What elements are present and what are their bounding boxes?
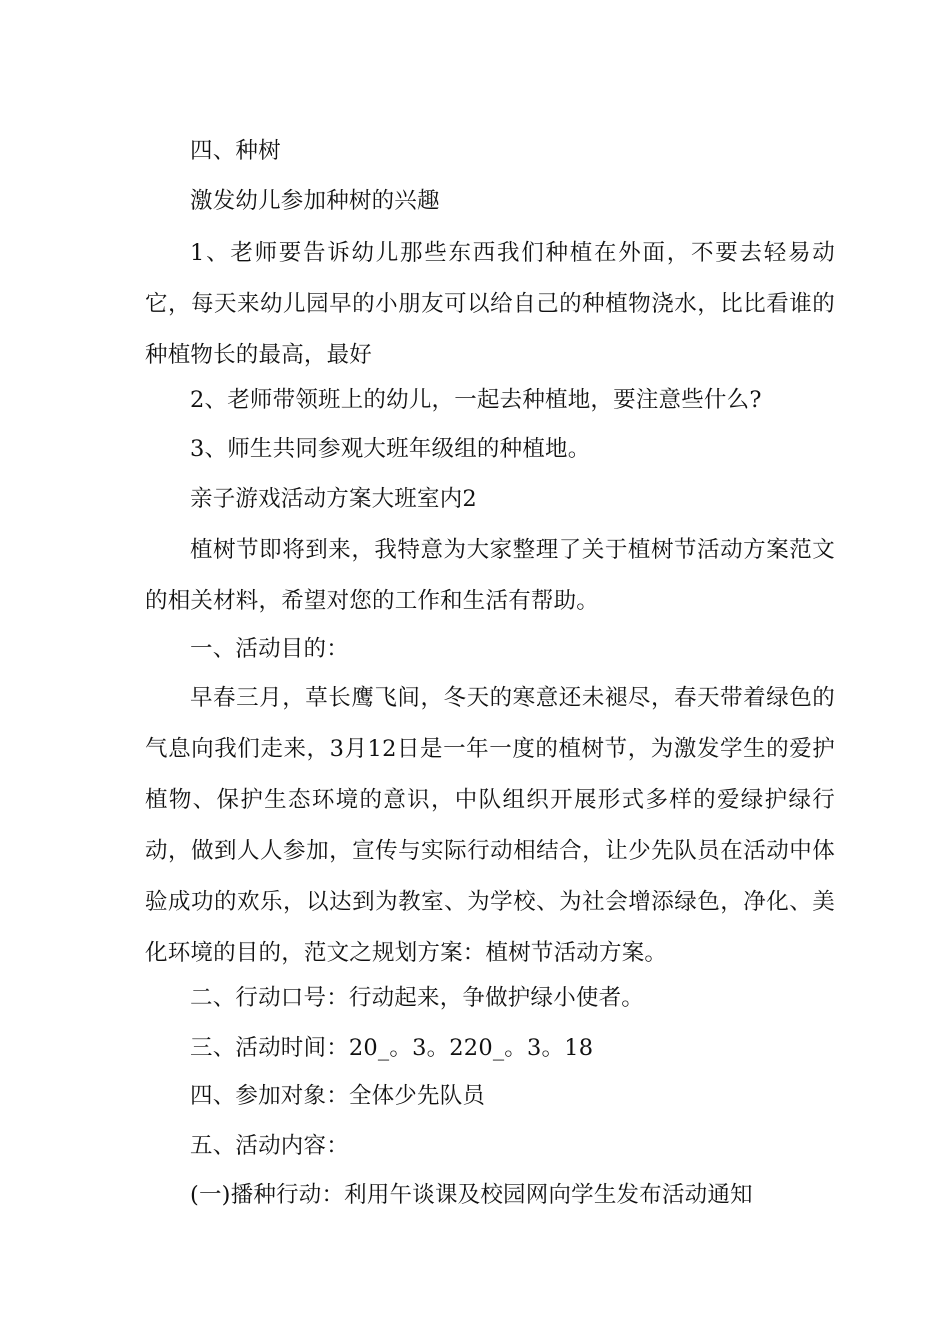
paragraph-intro: 植树节即将到来，我特意为大家整理了关于植树节活动方案范文的相关材料，希望对您的工作和生活有帮助。 bbox=[145, 537, 835, 614]
paragraph-step-1: 1、老师要告诉幼儿那些东西我们种植在外面，不要去轻易动它，每天来幼儿园早的小朋友可以给自己的种植物浇水，比比看谁的种植物长的最高，最好 bbox=[145, 240, 835, 368]
paragraph-step-2: 2、老师带领班上的幼儿，一起去种植地，要注意些什么? bbox=[190, 387, 762, 413]
paragraph-participants: 四、参加对象：全体少先队员 bbox=[190, 1083, 486, 1109]
section-heading-plant-trees: 四、种树 bbox=[190, 138, 281, 164]
paragraph-step-3: 3、师生共同参观大班年级组的种植地。 bbox=[190, 436, 591, 462]
paragraph-interest: 激发幼儿参加种树的兴趣 bbox=[190, 188, 440, 214]
paragraph-time: 三、活动时间：20_。3。220_。3。18 bbox=[190, 1035, 594, 1061]
paragraph-sowing-action: (一)播种行动：利用午谈课及校园网向学生发布活动通知 bbox=[190, 1182, 753, 1208]
document-section-title: 亲子游戏活动方案大班室内2 bbox=[190, 486, 477, 512]
paragraph-purpose-body: 早春三月，草长鹰飞间，冬天的寒意还未褪尽，春天带着绿色的气息向我们走来，3月12日是一年一度的植树节，为激发学生的爱护植物、保护生态环境的意识，中队组织开展形式多样的爱绿护绿行动，做到人人参加，宣传与实际行动相结合，让少先队员在活动中体验成功的欢乐，以达到为教室、为学校、为社会增添绿色，净化、美化环境的目的，范文之规划方案：植树节活动方案。 bbox=[145, 685, 835, 966]
section-heading-content: 五、活动内容： bbox=[190, 1133, 349, 1159]
paragraph-slogan: 二、行动口号：行动起来，争做护绿小使者。 bbox=[190, 985, 645, 1011]
section-heading-purpose: 一、活动目的： bbox=[190, 636, 349, 662]
